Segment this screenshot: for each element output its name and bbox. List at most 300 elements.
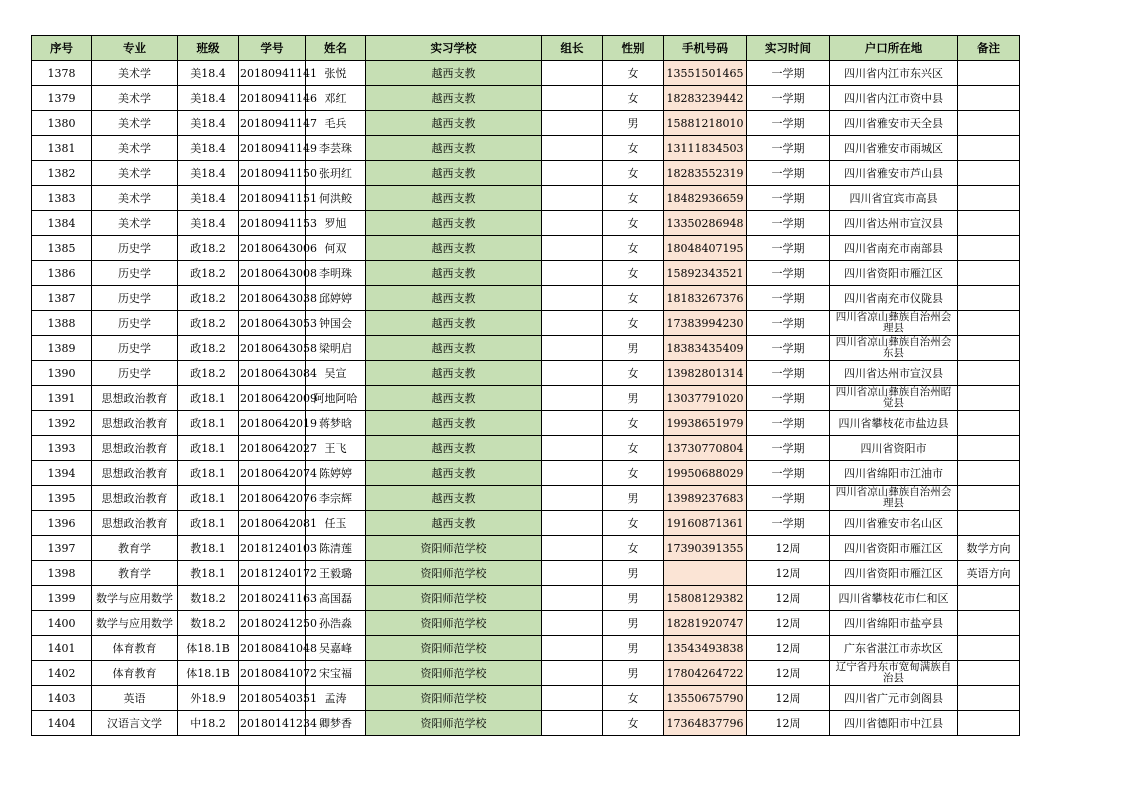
cell-col-hometown: 四川省攀枝花市盐边县 xyxy=(830,411,958,436)
cell-col-school: 越西支教 xyxy=(366,286,542,311)
cell-col-student-id: 20180642019 xyxy=(239,411,306,436)
cell-col-gender: 女 xyxy=(603,686,664,711)
cell-col-duration: 一学期 xyxy=(747,186,830,211)
cell-col-student-id: 20180141234 xyxy=(239,711,306,736)
cell-col-school: 资阳师范学校 xyxy=(366,586,542,611)
cell-col-hometown: 四川省南充市仪陇县 xyxy=(830,286,958,311)
cell-col-student-id: 20180643058 xyxy=(239,336,306,361)
cell-col-gender: 女 xyxy=(603,361,664,386)
cell-col-hometown: 四川省资阳市雁江区 xyxy=(830,536,958,561)
cell-col-student-id: 20180642074 xyxy=(239,461,306,486)
cell-col-student-id: 20180941149 xyxy=(239,136,306,161)
cell-col-school: 越西支教 xyxy=(366,111,542,136)
cell-col-class: 美18.4 xyxy=(178,111,239,136)
cell-col-phone: 13551501465 xyxy=(664,61,747,86)
cell-col-gender: 男 xyxy=(603,611,664,636)
cell-col-school: 越西支教 xyxy=(366,386,542,411)
table-row xyxy=(32,336,1020,361)
cell-col-index: 1384 xyxy=(32,211,92,236)
cell-col-school: 越西支教 xyxy=(366,86,542,111)
header-col-phone: 手机号码 xyxy=(664,36,747,61)
cell-col-duration: 一学期 xyxy=(747,336,830,361)
cell-col-duration: 一学期 xyxy=(747,411,830,436)
cell-col-name: 王毅璐 xyxy=(306,561,366,586)
cell-col-remarks xyxy=(958,86,1020,111)
cell-col-leader xyxy=(542,586,603,611)
header-row xyxy=(32,36,1020,61)
cell-col-gender: 男 xyxy=(603,486,664,511)
cell-col-class: 政18.1 xyxy=(178,461,239,486)
cell-col-leader xyxy=(542,161,603,186)
table-row xyxy=(32,261,1020,286)
table-row xyxy=(32,536,1020,561)
cell-col-index: 1383 xyxy=(32,186,92,211)
cell-col-student-id: 20181240172 xyxy=(239,561,306,586)
cell-col-major: 历史学 xyxy=(92,361,178,386)
cell-col-major: 美术学 xyxy=(92,161,178,186)
cell-col-phone: 17364837796 xyxy=(664,711,747,736)
header-col-class: 班级 xyxy=(178,36,239,61)
cell-col-phone: 18281920747 xyxy=(664,611,747,636)
cell-col-school: 资阳师范学校 xyxy=(366,536,542,561)
cell-col-index: 1393 xyxy=(32,436,92,461)
cell-col-student-id: 20180642009 xyxy=(239,386,306,411)
cell-col-duration: 一学期 xyxy=(747,136,830,161)
cell-col-class: 政18.1 xyxy=(178,386,239,411)
cell-col-index: 1382 xyxy=(32,161,92,186)
table-row xyxy=(32,711,1020,736)
cell-col-class: 政18.2 xyxy=(178,336,239,361)
cell-col-index: 1378 xyxy=(32,61,92,86)
cell-col-name: 蒋梦晗 xyxy=(306,411,366,436)
cell-col-remarks xyxy=(958,386,1020,411)
cell-col-class: 政18.1 xyxy=(178,411,239,436)
cell-col-duration: 一学期 xyxy=(747,61,830,86)
cell-col-student-id: 20180241163 xyxy=(239,586,306,611)
cell-col-major: 思想政治教育 xyxy=(92,461,178,486)
table-row xyxy=(32,61,1020,86)
cell-col-class: 政18.2 xyxy=(178,361,239,386)
cell-col-major: 教育学 xyxy=(92,536,178,561)
cell-col-name: 陈清莲 xyxy=(306,536,366,561)
cell-col-leader xyxy=(542,136,603,161)
cell-col-index: 1399 xyxy=(32,586,92,611)
cell-col-school: 资阳师范学校 xyxy=(366,561,542,586)
table-row xyxy=(32,436,1020,461)
cell-col-remarks xyxy=(958,711,1020,736)
cell-col-major: 美术学 xyxy=(92,86,178,111)
cell-col-student-id: 20180941153 xyxy=(239,211,306,236)
cell-col-hometown: 四川省凉山彝族自治州会理县 xyxy=(830,486,958,511)
cell-col-phone: 18283552319 xyxy=(664,161,747,186)
cell-col-name: 李宗辉 xyxy=(306,486,366,511)
cell-col-gender: 女 xyxy=(603,286,664,311)
cell-col-leader xyxy=(542,211,603,236)
cell-col-gender: 男 xyxy=(603,586,664,611)
cell-col-school: 越西支教 xyxy=(366,336,542,361)
cell-col-class: 政18.2 xyxy=(178,261,239,286)
cell-col-leader xyxy=(542,86,603,111)
cell-col-hometown: 四川省绵阳市盐亭县 xyxy=(830,611,958,636)
cell-col-class: 教18.1 xyxy=(178,561,239,586)
cell-col-leader xyxy=(542,311,603,336)
cell-col-class: 数18.2 xyxy=(178,586,239,611)
cell-col-school: 越西支教 xyxy=(366,511,542,536)
cell-col-school: 资阳师范学校 xyxy=(366,711,542,736)
cell-col-hometown: 四川省凉山彝族自治州昭觉县 xyxy=(830,386,958,411)
cell-col-phone: 15808129382 xyxy=(664,586,747,611)
cell-col-duration: 12周 xyxy=(747,611,830,636)
cell-col-duration: 一学期 xyxy=(747,86,830,111)
cell-col-major: 美术学 xyxy=(92,186,178,211)
cell-col-major: 美术学 xyxy=(92,136,178,161)
cell-col-remarks xyxy=(958,661,1020,686)
cell-col-name: 吴宣 xyxy=(306,361,366,386)
cell-col-student-id: 20180941147 xyxy=(239,111,306,136)
cell-col-name: 阿地阿哈 xyxy=(306,386,366,411)
cell-col-leader xyxy=(542,286,603,311)
cell-col-remarks xyxy=(958,486,1020,511)
cell-col-major: 汉语言文学 xyxy=(92,711,178,736)
table-row xyxy=(32,236,1020,261)
cell-col-index: 1388 xyxy=(32,311,92,336)
cell-col-index: 1387 xyxy=(32,286,92,311)
cell-col-school: 越西支教 xyxy=(366,411,542,436)
cell-col-remarks xyxy=(958,136,1020,161)
cell-col-major: 思想政治教育 xyxy=(92,436,178,461)
cell-col-hometown: 四川省内江市资中县 xyxy=(830,86,958,111)
cell-col-phone: 18283239442 xyxy=(664,86,747,111)
cell-col-gender: 女 xyxy=(603,311,664,336)
cell-col-leader xyxy=(542,411,603,436)
cell-col-index: 1395 xyxy=(32,486,92,511)
cell-col-major: 历史学 xyxy=(92,311,178,336)
table-row xyxy=(32,361,1020,386)
cell-col-gender: 男 xyxy=(603,636,664,661)
table-row xyxy=(32,136,1020,161)
cell-col-hometown: 四川省德阳市中江县 xyxy=(830,711,958,736)
cell-col-duration: 一学期 xyxy=(747,211,830,236)
cell-col-student-id: 20180941146 xyxy=(239,86,306,111)
cell-col-remarks xyxy=(958,411,1020,436)
cell-col-gender: 女 xyxy=(603,136,664,161)
cell-col-major: 思想政治教育 xyxy=(92,511,178,536)
cell-col-class: 美18.4 xyxy=(178,86,239,111)
cell-col-student-id: 20180841072 xyxy=(239,661,306,686)
cell-col-leader xyxy=(542,686,603,711)
table-row xyxy=(32,611,1020,636)
cell-col-major: 美术学 xyxy=(92,211,178,236)
cell-col-major: 历史学 xyxy=(92,236,178,261)
table-row xyxy=(32,661,1020,686)
cell-col-major: 数学与应用数学 xyxy=(92,586,178,611)
cell-col-leader xyxy=(542,711,603,736)
cell-col-phone: 18048407195 xyxy=(664,236,747,261)
cell-col-major: 数学与应用数学 xyxy=(92,611,178,636)
cell-col-school: 越西支教 xyxy=(366,236,542,261)
cell-col-index: 1379 xyxy=(32,86,92,111)
cell-col-index: 1394 xyxy=(32,461,92,486)
cell-col-index: 1396 xyxy=(32,511,92,536)
cell-col-name: 孙浩淼 xyxy=(306,611,366,636)
cell-col-leader xyxy=(542,61,603,86)
cell-col-hometown: 四川省宜宾市高县 xyxy=(830,186,958,211)
cell-col-school: 越西支教 xyxy=(366,361,542,386)
cell-col-class: 数18.2 xyxy=(178,611,239,636)
cell-col-remarks xyxy=(958,461,1020,486)
cell-col-gender: 女 xyxy=(603,511,664,536)
cell-col-school: 资阳师范学校 xyxy=(366,661,542,686)
cell-col-index: 1397 xyxy=(32,536,92,561)
cell-col-hometown: 四川省南充市南部县 xyxy=(830,236,958,261)
cell-col-hometown: 辽宁省丹东市宽甸满族自治县 xyxy=(830,661,958,686)
cell-col-index: 1401 xyxy=(32,636,92,661)
cell-col-name: 卿梦香 xyxy=(306,711,366,736)
cell-col-hometown: 四川省达州市宣汉县 xyxy=(830,211,958,236)
table-row xyxy=(32,411,1020,436)
header-col-name: 姓名 xyxy=(306,36,366,61)
cell-col-leader xyxy=(542,336,603,361)
cell-col-duration: 一学期 xyxy=(747,361,830,386)
cell-col-name: 宋宝福 xyxy=(306,661,366,686)
cell-col-gender: 女 xyxy=(603,86,664,111)
header-col-duration: 实习时间 xyxy=(747,36,830,61)
cell-col-index: 1389 xyxy=(32,336,92,361)
cell-col-name: 梁明启 xyxy=(306,336,366,361)
cell-col-phone: 15892343521 xyxy=(664,261,747,286)
cell-col-school: 越西支教 xyxy=(366,261,542,286)
table-row xyxy=(32,461,1020,486)
cell-col-class: 外18.9 xyxy=(178,686,239,711)
cell-col-duration: 一学期 xyxy=(747,311,830,336)
cell-col-gender: 男 xyxy=(603,561,664,586)
cell-col-class: 中18.2 xyxy=(178,711,239,736)
cell-col-major: 英语 xyxy=(92,686,178,711)
cell-col-class: 政18.1 xyxy=(178,511,239,536)
cell-col-remarks: 数学方向 xyxy=(958,536,1020,561)
cell-col-leader xyxy=(542,561,603,586)
cell-col-remarks xyxy=(958,161,1020,186)
cell-col-phone: 13730770804 xyxy=(664,436,747,461)
cell-col-gender: 女 xyxy=(603,261,664,286)
cell-col-major: 美术学 xyxy=(92,111,178,136)
cell-col-leader xyxy=(542,661,603,686)
cell-col-duration: 一学期 xyxy=(747,261,830,286)
cell-col-phone: 19160871361 xyxy=(664,511,747,536)
cell-col-major: 历史学 xyxy=(92,336,178,361)
cell-col-hometown: 四川省广元市剑阁县 xyxy=(830,686,958,711)
cell-col-name: 邱婷婷 xyxy=(306,286,366,311)
cell-col-name: 高国磊 xyxy=(306,586,366,611)
cell-col-school: 越西支教 xyxy=(366,211,542,236)
cell-col-phone: 13550675790 xyxy=(664,686,747,711)
cell-col-hometown: 四川省雅安市雨城区 xyxy=(830,136,958,161)
cell-col-student-id: 20180241250 xyxy=(239,611,306,636)
cell-col-major: 历史学 xyxy=(92,286,178,311)
cell-col-gender: 女 xyxy=(603,61,664,86)
cell-col-gender: 男 xyxy=(603,111,664,136)
cell-col-remarks xyxy=(958,111,1020,136)
cell-col-major: 体育教育 xyxy=(92,661,178,686)
cell-col-student-id: 20180642081 xyxy=(239,511,306,536)
cell-col-name: 李芸珠 xyxy=(306,136,366,161)
cell-col-remarks xyxy=(958,611,1020,636)
cell-col-remarks xyxy=(958,636,1020,661)
cell-col-school: 资阳师范学校 xyxy=(366,611,542,636)
cell-col-phone: 17390391355 xyxy=(664,536,747,561)
cell-col-phone: 13111834503 xyxy=(664,136,747,161)
cell-col-index: 1400 xyxy=(32,611,92,636)
cell-col-leader xyxy=(542,361,603,386)
cell-col-class: 美18.4 xyxy=(178,61,239,86)
cell-col-student-id: 20180642076 xyxy=(239,486,306,511)
cell-col-leader xyxy=(542,511,603,536)
header-col-school: 实习学校 xyxy=(366,36,542,61)
cell-col-student-id: 20180643038 xyxy=(239,286,306,311)
cell-col-phone: 18482936659 xyxy=(664,186,747,211)
cell-col-phone: 13350286948 xyxy=(664,211,747,236)
header-col-gender: 性别 xyxy=(603,36,664,61)
cell-col-name: 吴嘉峰 xyxy=(306,636,366,661)
cell-col-gender: 男 xyxy=(603,386,664,411)
cell-col-school: 越西支教 xyxy=(366,136,542,161)
cell-col-phone: 15881218010 xyxy=(664,111,747,136)
cell-col-duration: 一学期 xyxy=(747,236,830,261)
cell-col-major: 教育学 xyxy=(92,561,178,586)
cell-col-hometown: 四川省雅安市天全县 xyxy=(830,111,958,136)
cell-col-student-id: 20180941150 xyxy=(239,161,306,186)
cell-col-name: 陈婷婷 xyxy=(306,461,366,486)
cell-col-gender: 男 xyxy=(603,661,664,686)
cell-col-student-id: 20180841048 xyxy=(239,636,306,661)
cell-col-phone: 19938651979 xyxy=(664,411,747,436)
cell-col-name: 罗旭 xyxy=(306,211,366,236)
cell-col-name: 何双 xyxy=(306,236,366,261)
cell-col-hometown: 四川省凉山彝族自治州会理县 xyxy=(830,311,958,336)
cell-col-name: 张悦 xyxy=(306,61,366,86)
cell-col-name: 李明珠 xyxy=(306,261,366,286)
cell-col-school: 越西支教 xyxy=(366,486,542,511)
cell-col-leader xyxy=(542,536,603,561)
table-row xyxy=(32,111,1020,136)
header-col-leader: 组长 xyxy=(542,36,603,61)
cell-col-duration: 一学期 xyxy=(747,436,830,461)
table-row xyxy=(32,561,1020,586)
cell-col-hometown: 四川省凉山彝族自治州会东县 xyxy=(830,336,958,361)
cell-col-phone: 18383435409 xyxy=(664,336,747,361)
cell-col-duration: 一学期 xyxy=(747,111,830,136)
cell-col-school: 越西支教 xyxy=(366,311,542,336)
cell-col-school: 越西支教 xyxy=(366,161,542,186)
cell-col-name: 钟国会 xyxy=(306,311,366,336)
cell-col-phone: 19950688029 xyxy=(664,461,747,486)
cell-col-major: 思想政治教育 xyxy=(92,486,178,511)
cell-col-duration: 一学期 xyxy=(747,161,830,186)
cell-col-name: 何洪鲛 xyxy=(306,186,366,211)
cell-col-hometown: 四川省资阳市雁江区 xyxy=(830,561,958,586)
cell-col-index: 1404 xyxy=(32,711,92,736)
cell-col-index: 1403 xyxy=(32,686,92,711)
cell-col-index: 1398 xyxy=(32,561,92,586)
cell-col-student-id: 20180540351 xyxy=(239,686,306,711)
cell-col-hometown: 四川省资阳市 xyxy=(830,436,958,461)
cell-col-gender: 女 xyxy=(603,411,664,436)
cell-col-remarks xyxy=(958,286,1020,311)
cell-col-duration: 一学期 xyxy=(747,486,830,511)
cell-col-student-id: 20180941141 xyxy=(239,61,306,86)
cell-col-class: 体18.1B xyxy=(178,636,239,661)
cell-col-gender: 女 xyxy=(603,436,664,461)
table-row xyxy=(32,636,1020,661)
header-col-hometown: 户口所在地 xyxy=(830,36,958,61)
cell-col-class: 政18.2 xyxy=(178,236,239,261)
cell-col-index: 1402 xyxy=(32,661,92,686)
cell-col-hometown: 四川省资阳市雁江区 xyxy=(830,261,958,286)
cell-col-remarks xyxy=(958,361,1020,386)
cell-col-index: 1386 xyxy=(32,261,92,286)
cell-col-duration: 12周 xyxy=(747,686,830,711)
table-row xyxy=(32,686,1020,711)
cell-col-student-id: 20180643084 xyxy=(239,361,306,386)
table-row xyxy=(32,386,1020,411)
cell-col-remarks xyxy=(958,61,1020,86)
cell-col-remarks xyxy=(958,211,1020,236)
cell-col-name: 邓红 xyxy=(306,86,366,111)
student-internship-table xyxy=(31,35,1020,736)
header-col-major: 专业 xyxy=(92,36,178,61)
cell-col-student-id: 20180643053 xyxy=(239,311,306,336)
cell-col-index: 1390 xyxy=(32,361,92,386)
cell-col-gender: 女 xyxy=(603,211,664,236)
cell-col-gender: 女 xyxy=(603,186,664,211)
table-row xyxy=(32,161,1020,186)
header-col-student-id: 学号 xyxy=(239,36,306,61)
cell-col-duration: 12周 xyxy=(747,661,830,686)
cell-col-leader xyxy=(542,461,603,486)
cell-col-leader xyxy=(542,486,603,511)
cell-col-phone: 17383994230 xyxy=(664,311,747,336)
cell-col-class: 政18.1 xyxy=(178,486,239,511)
cell-col-phone: 13989237683 xyxy=(664,486,747,511)
table-row xyxy=(32,511,1020,536)
cell-col-class: 政18.2 xyxy=(178,286,239,311)
cell-col-school: 越西支教 xyxy=(366,61,542,86)
cell-col-leader xyxy=(542,111,603,136)
cell-col-class: 政18.1 xyxy=(178,436,239,461)
cell-col-leader xyxy=(542,236,603,261)
cell-col-leader xyxy=(542,436,603,461)
cell-col-class: 政18.2 xyxy=(178,311,239,336)
cell-col-remarks xyxy=(958,236,1020,261)
cell-col-class: 体18.1B xyxy=(178,661,239,686)
cell-col-remarks xyxy=(958,336,1020,361)
cell-col-gender: 女 xyxy=(603,711,664,736)
cell-col-index: 1391 xyxy=(32,386,92,411)
cell-col-school: 越西支教 xyxy=(366,186,542,211)
cell-col-name: 张玥红 xyxy=(306,161,366,186)
cell-col-hometown: 四川省雅安市名山区 xyxy=(830,511,958,536)
cell-col-student-id: 20180941151 xyxy=(239,186,306,211)
cell-col-gender: 男 xyxy=(603,336,664,361)
cell-col-name: 任玉 xyxy=(306,511,366,536)
cell-col-class: 美18.4 xyxy=(178,161,239,186)
cell-col-student-id: 20180642027 xyxy=(239,436,306,461)
cell-col-student-id: 20180643006 xyxy=(239,236,306,261)
header-col-index: 序号 xyxy=(32,36,92,61)
cell-col-remarks xyxy=(958,511,1020,536)
cell-col-hometown: 四川省雅安市芦山县 xyxy=(830,161,958,186)
table-row xyxy=(32,211,1020,236)
